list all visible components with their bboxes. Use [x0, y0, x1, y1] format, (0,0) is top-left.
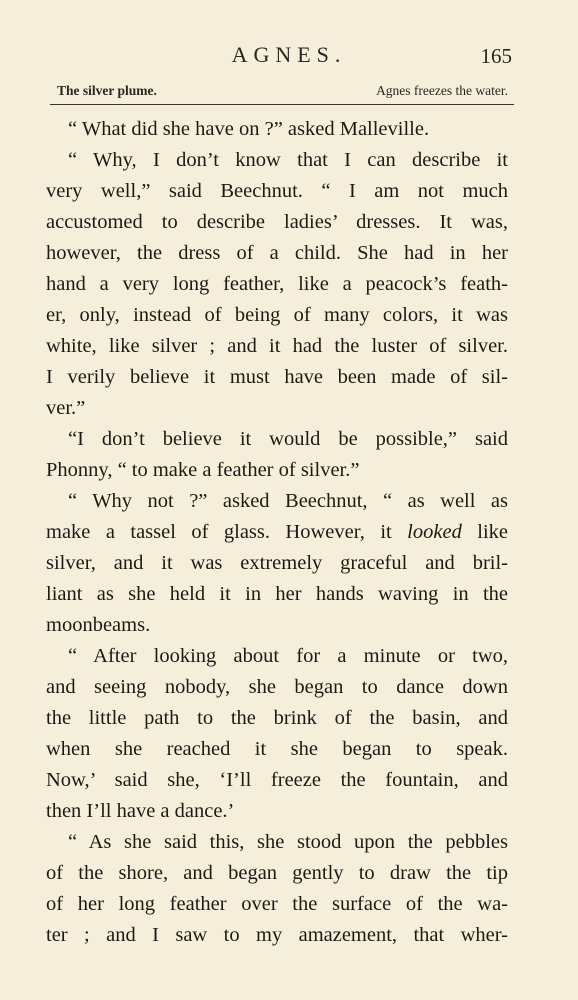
text-line-content: I verily believe it must have been made of sil- — [46, 366, 508, 388]
text-line-content: moonbeams. — [46, 614, 151, 636]
text-line — [46, 300, 508, 331]
headnote-left: The silver plume. — [57, 83, 157, 98]
text-line — [46, 796, 508, 827]
body-text — [46, 114, 508, 951]
text-line — [46, 548, 508, 579]
text-line — [46, 207, 508, 238]
text-line-content: “ Why, I don’t know that I can describe it — [68, 149, 508, 171]
text-line — [46, 920, 508, 951]
text-line-content: when she reached it she began to speak. — [46, 738, 508, 760]
text-line-content: liant as she held it in her hands waving in the — [46, 583, 508, 605]
text-line-content: er, only, instead of being of many colors, it was — [46, 304, 508, 326]
text-line-content: of her long feather over the surface of the wa- — [46, 893, 508, 915]
text-line — [46, 765, 508, 796]
text-line — [46, 827, 508, 858]
text-line — [46, 455, 508, 486]
text-line-tail: like — [461, 521, 509, 543]
text-line — [46, 486, 508, 517]
text-line-content: of the shore, and began gently to draw the tip — [46, 862, 508, 884]
text-line-content: “ What did she have on ?” asked Malleville. — [68, 118, 430, 140]
text-line — [46, 641, 508, 672]
text-line — [46, 269, 508, 300]
emphasized-word: looked — [407, 521, 462, 543]
text-line-content: very well,” said Beechnut. “ I am not much — [46, 180, 508, 202]
text-line-content: ter ; and I saw to my amazement, that wher- — [46, 924, 508, 946]
text-line-content: Phonny, “ to make a feather of silver.” — [46, 459, 360, 481]
text-line-content: white, like silver ; and it had the luster of silver. — [46, 335, 508, 357]
text-line — [46, 858, 508, 889]
headnote-right: Agnes freezes the water. — [376, 83, 508, 98]
text-line — [46, 672, 508, 703]
text-line-content: “ As she said this, she stood upon the pebbles — [68, 831, 508, 853]
text-line-content: hand a very long feather, like a peacock’s feath- — [46, 273, 508, 295]
text-line-content: ver.” — [46, 397, 86, 419]
text-line — [46, 176, 508, 207]
text-line-content: “I don’t believe it would be possible,” said — [68, 428, 508, 450]
text-line-content: make a tassel of glass. However, it — [46, 521, 392, 543]
page-number: 165 — [480, 44, 512, 68]
running-title: AGNES. — [231, 42, 347, 67]
text-line — [46, 145, 508, 176]
text-line-content: “ Why not ?” asked Beechnut, “ as well as — [68, 490, 508, 512]
text-line — [46, 579, 508, 610]
text-line — [46, 889, 508, 920]
text-line — [46, 703, 508, 734]
text-line — [46, 734, 508, 765]
text-line — [46, 114, 508, 145]
text-line — [46, 424, 508, 455]
text-line — [46, 610, 508, 641]
text-line-content: “ After looking about for a minute or two, — [68, 645, 508, 667]
text-line — [46, 517, 508, 548]
text-line-content: silver, and it was extremely graceful and bril- — [46, 552, 508, 574]
header-rule — [50, 104, 514, 105]
text-line-content: then I’ll have a dance.’ — [46, 800, 235, 822]
text-line-content: and seeing nobody, she began to dance down — [46, 676, 508, 698]
text-line-content: however, the dress of a child. She had in her — [46, 242, 508, 264]
text-line-content: accustomed to describe ladies’ dresses. It was, — [46, 211, 508, 233]
text-line — [46, 238, 508, 269]
text-line — [46, 362, 508, 393]
text-line — [46, 393, 508, 424]
text-line-content: Now,’ said she, ‘I’ll freeze the fountain, and — [46, 769, 508, 791]
text-line — [46, 331, 508, 362]
text-line-content: the little path to the brink of the basin, and — [46, 707, 508, 729]
